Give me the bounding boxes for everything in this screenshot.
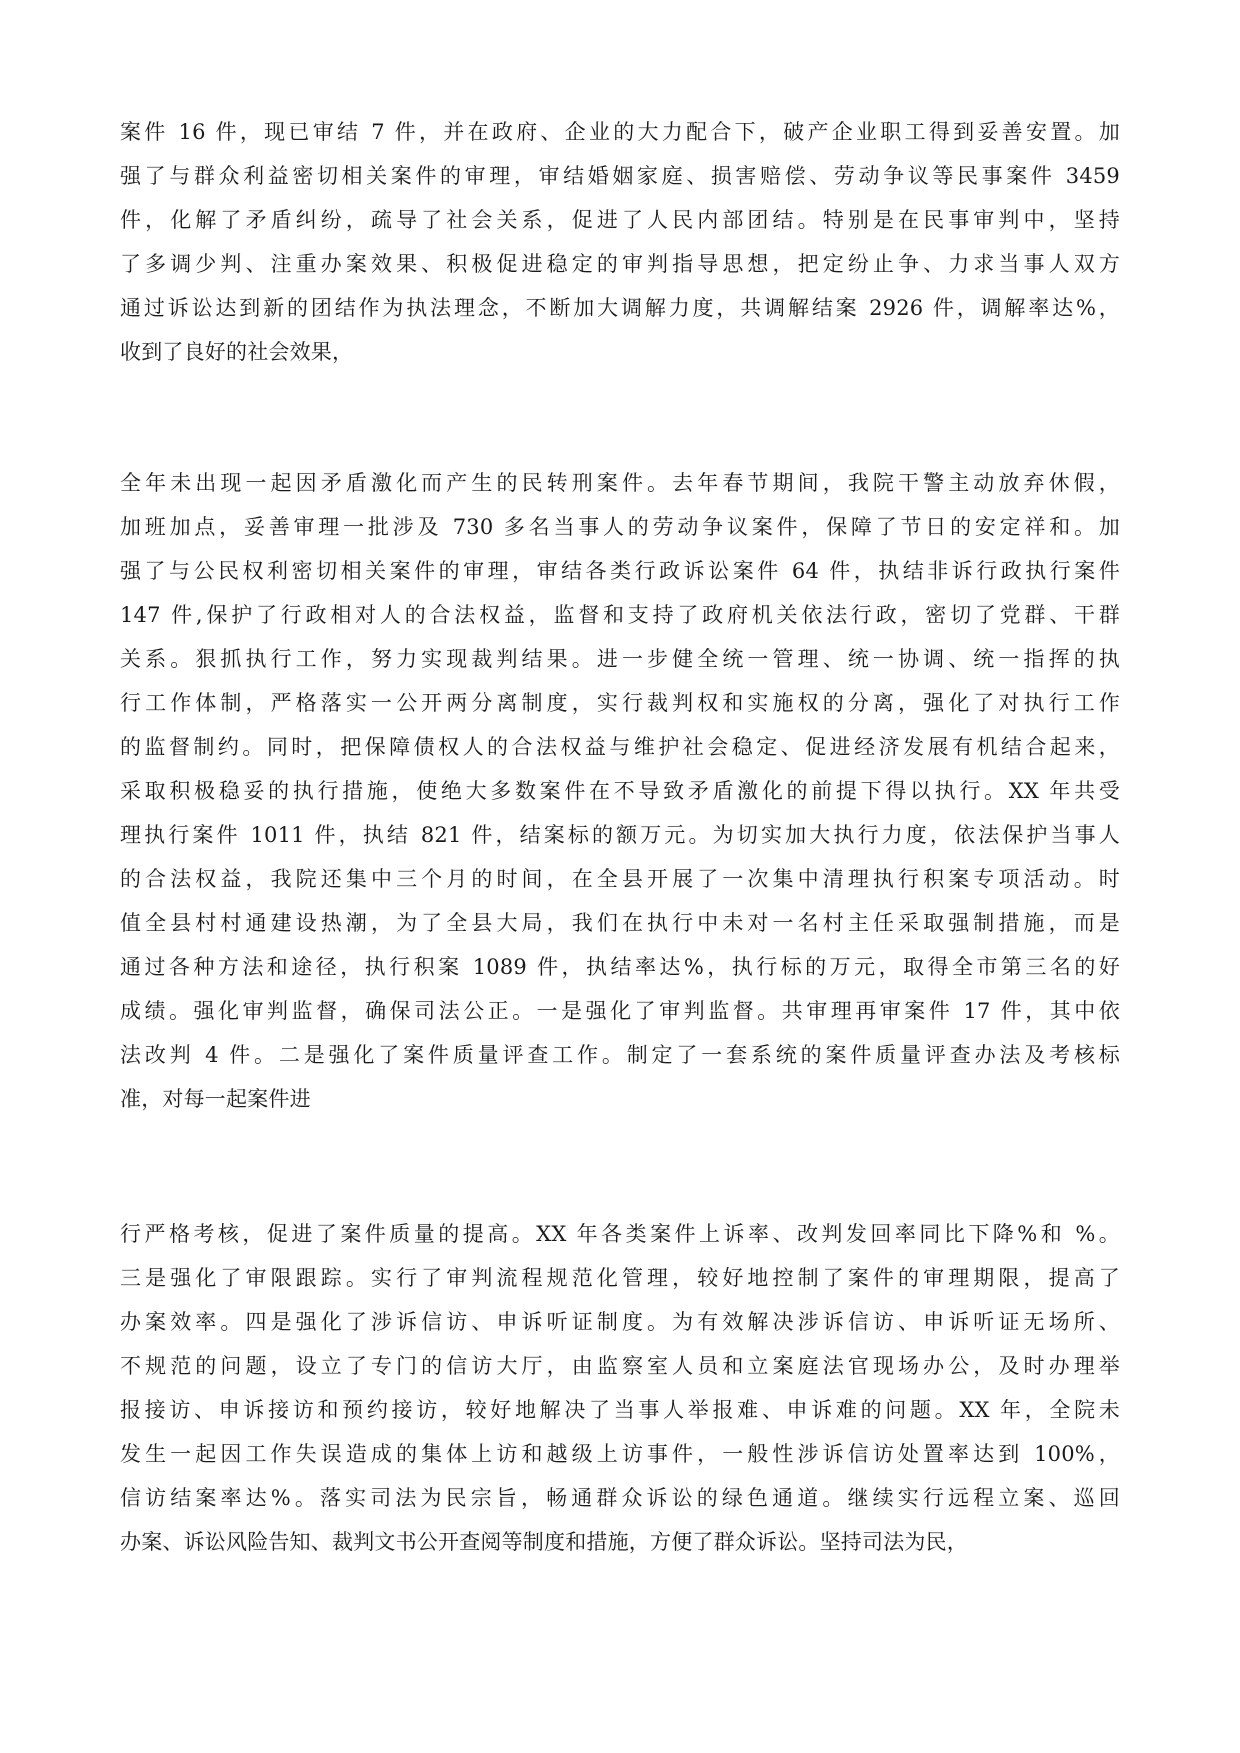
text-line: 行严格考核，促进了案件质量的提高。XX 年各类案件上诉率、改判发回率同比下降%和 %。 <box>120 1222 1120 1246</box>
text-line: 办案、诉讼风险告知、裁判文书公开查阅等制度和措施，方便了群众诉讼。坚持司法为民， <box>120 1530 968 1554</box>
text-line: 强了与群众利益密切相关案件的审理，审结婚姻家庭、损害赔偿、劳动争议等民事案件 3459 <box>120 164 1120 188</box>
text-line: 成绩。强化审判监督，确保司法公正。一是强化了审判监督。共审理再审案件 17 件，其中依 <box>120 999 1120 1023</box>
text-line: 发生一起因工作失误造成的集体上访和越级上访事件，一般性涉诉信访处置率达到 100%， <box>120 1442 1120 1466</box>
text-line: 信访结案率达%。落实司法为民宗旨，畅通群众诉讼的绿色通道。继续实行远程立案、巡回 <box>120 1486 1120 1510</box>
text-line: 通过诉讼达到新的团结作为执法理念，不断加大调解力度，共调解结案 2926 件，调解率达%， <box>120 296 1120 320</box>
text-line: 强了与公民权利密切相关案件的审理，审结各类行政诉讼案件 64 件，执结非诉行政执行案件 <box>120 559 1120 583</box>
paragraph-3 <box>120 1212 1120 1564</box>
text-line: 全年未出现一起因矛盾激化而产生的民转刑案件。去年春节期间，我院干警主动放弃休假， <box>120 471 1120 495</box>
text-line: 收到了良好的社会效果， <box>120 340 354 364</box>
text-line: 案件 16 件，现已审结 7 件，并在政府、企业的大力配合下，破产企业职工得到妥善安置。加 <box>120 120 1120 144</box>
text-line: 通过各种方法和途径，执行积案 1089 件，执结率达%，执行标的万元，取得全市第三名的好 <box>120 955 1120 979</box>
text-line: 值全县村村通建设热潮，为了全县大局，我们在执行中未对一名村主任采取强制措施，而是 <box>120 911 1120 935</box>
text-line: 行工作体制，严格落实一公开两分离制度，实行裁判权和实施权的分离，强化了对执行工作 <box>120 691 1120 715</box>
text-line: 办案效率。四是强化了涉诉信访、申诉听证制度。为有效解决涉诉信访、申诉听证无场所、 <box>120 1310 1120 1334</box>
text-line: 准，对每一起案件进 <box>120 1087 311 1111</box>
text-line: 的监督制约。同时，把保障债权人的合法权益与维护社会稳定、促进经济发展有机结合起来， <box>120 735 1120 759</box>
text-line: 147 件,保护了行政相对人的合法权益，监督和支持了政府机关依法行政，密切了党群、干群 <box>120 603 1120 627</box>
text-line: 报接访、申诉接访和预约接访，较好地解决了当事人举报难、申诉难的问题。XX 年，全院未 <box>120 1398 1120 1422</box>
text-line: 三是强化了审限跟踪。实行了审判流程规范化管理，较好地控制了案件的审理期限，提高了 <box>120 1266 1120 1290</box>
text-line: 的合法权益，我院还集中三个月的时间，在全县开展了一次集中清理执行积案专项活动。时 <box>120 867 1120 891</box>
text-line: 采取积极稳妥的执行措施，使绝大多数案件在不导致矛盾激化的前提下得以执行。XX 年共受 <box>120 779 1120 803</box>
text-line: 件，化解了矛盾纠纷，疏导了社会关系，促进了人民内部团结。特别是在民事审判中，坚持 <box>120 208 1120 232</box>
text-line: 关系。狠抓执行工作，努力实现裁判结果。进一步健全统一管理、统一协调、统一指挥的执 <box>120 647 1120 671</box>
text-line: 不规范的问题，设立了专门的信访大厅，由监察室人员和立案庭法官现场办公，及时办理举 <box>120 1354 1120 1378</box>
paragraph-1 <box>120 110 1120 374</box>
text-line: 理执行案件 1011 件，执结 821 件，结案标的额万元。为切实加大执行力度，依法保护当事人 <box>120 823 1120 847</box>
text-line: 法改判 4 件。二是强化了案件质量评查工作。制定了一套系统的案件质量评查办法及考核标 <box>120 1043 1120 1067</box>
paragraph-2 <box>120 461 1120 1121</box>
text-line: 了多调少判、注重办案效果、积极促进稳定的审判指导思想，把定纷止争、力求当事人双方 <box>120 252 1120 276</box>
text-line: 加班加点，妥善审理一批涉及 730 多名当事人的劳动争议案件，保障了节日的安定祥和。加 <box>120 515 1120 539</box>
